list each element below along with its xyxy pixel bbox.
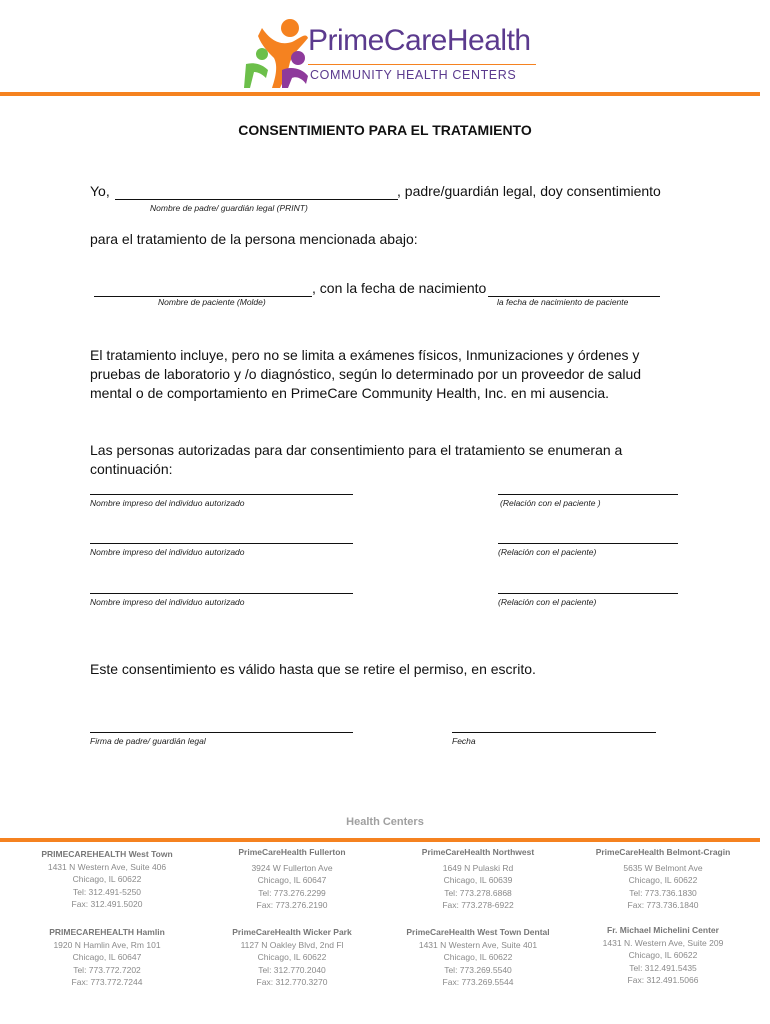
clinic-tel: Tel: 312.491.5435 [629,962,697,973]
clinic-name: PrimeCareHealth Belmont-Cragin [595,847,731,857]
clinic-northwest [393,846,563,912]
patient-name-field[interactable] [94,280,312,297]
date-caption: Fecha [452,736,476,746]
authorized-relation-field-2[interactable] [498,527,678,544]
clinic-name: PrimeCareHealth Wicker Park [232,927,352,937]
clinic-city: Chicago, IL 60647 [257,875,327,885]
clinic-city: Chicago, IL 60647 [72,952,142,962]
brand-divider [308,64,536,65]
clinic-address: 3924 W Fullerton Ave [251,862,333,873]
guardian-prefix: Yo, [90,183,110,199]
clinic-wicker-park [207,926,377,989]
clinic-city: Chicago, IL 60622 [628,875,698,885]
clinic-city: Chicago, IL 60622 [72,874,142,884]
brand-name: PrimeCareHealth [308,24,531,57]
clinic-name: PrimeCareHealth Northwest [421,847,535,857]
clinic-fax: Fax: 312.491.5066 [627,975,699,985]
intro-line: para el tratamiento de la persona mencionada abajo: [90,231,418,247]
clinic-name: PRIMECAREHEALTH Hamlin [49,927,165,937]
clinic-name: Fr. Michael Michelini Center [607,925,719,935]
authorized-name-caption-1: Nombre impreso del individuo autorizado [90,498,245,508]
clinic-address: 1431 N. Western Ave, Suite 209 [602,937,724,948]
clinic-name: PrimeCareHealth West Town Dental [406,927,550,937]
authorized-relation-caption-1: (Relación con el paciente ) [500,498,601,508]
clinic-fax: Fax: 312.491.5020 [71,899,143,909]
clinic-fax: Fax: 773.276.2190 [256,900,328,910]
clinic-tel: Tel: 312.491-5250 [72,886,142,897]
guardian-name-caption: Nombre de padre/ guardián legal (PRINT) [150,203,308,213]
authorized-intro: Las personas autorizadas para dar consentimiento para el tratamiento se enumeran a continuación: [90,442,623,477]
patient-dob-field[interactable] [488,280,660,297]
signature-field[interactable] [90,716,353,733]
clinic-fax: Fax: 773.772.7244 [71,977,143,987]
clinic-fullerton [207,846,377,912]
authorized-name-field-3[interactable] [90,577,353,594]
clinic-fax: Fax: 773.269.5544 [442,977,514,987]
clinic-tel: Tel: 773.772.7202 [73,964,141,975]
header-divider [0,92,760,96]
clinic-hamlin [22,926,192,989]
clinic-address: 5635 W Belmont Ave [623,862,703,873]
clinic-tel: Tel: 773.278.6868 [444,887,512,898]
clinic-west-town-dental [393,926,563,989]
clinic-address: 1920 N Hamlin Ave, Rm 101 [53,939,161,950]
authorized-name-field-1[interactable] [90,478,353,495]
clinic-fax: Fax: 312.770.3270 [256,977,328,987]
brand-logo [240,18,540,90]
clinic-city: Chicago, IL 60639 [443,875,513,885]
signature-caption: Firma de padre/ guardián legal [90,736,206,746]
authorized-relation-caption-3: (Relación con el paciente) [498,597,597,607]
authorized-relation-field-1[interactable] [498,478,678,495]
validity-statement: Este consentimiento es válido hasta que se retire el permiso, en escrito. [90,661,536,677]
patient-name-caption: Nombre de paciente (Molde) [158,297,266,307]
clinic-tel: Tel: 773.276.2299 [258,887,326,898]
clinic-west-town [22,848,192,911]
footer-divider [0,838,760,842]
clinic-tel: Tel: 773.736.1830 [629,887,697,898]
patient-dob-caption: la fecha de nacimiento de paciente [497,297,629,307]
authorized-name-caption-3: Nombre impreso del individuo autorizado [90,597,245,607]
clinic-tel: Tel: 773.269.5540 [444,964,512,975]
clinic-belmont-cragin [578,846,748,912]
authorized-name-caption-2: Nombre impreso del individuo autorizado [90,547,245,557]
brand-subtitle: COMMUNITY HEALTH CENTERS [310,68,517,82]
clinic-fax: Fax: 773.278-6922 [442,900,514,910]
guardian-name-field[interactable] [115,182,398,200]
clinic-address: 1127 N Oakley Blvd, 2nd Fl [240,939,344,950]
clinic-address: 1431 N Western Ave, Suite 406 [47,861,167,872]
authorized-relation-field-3[interactable] [498,577,678,594]
clinic-michelini-center [578,924,748,987]
page-title: CONSENTIMIENTO PARA EL TRATAMIENTO [238,122,532,138]
clinic-city: Chicago, IL 60622 [257,952,327,962]
clinic-fax: Fax: 773.736.1840 [627,900,699,910]
date-field[interactable] [452,716,656,733]
clinic-name: PRIMECAREHEALTH West Town [41,849,173,859]
people-logo-icon [240,18,310,90]
clinic-city: Chicago, IL 60622 [628,950,698,960]
authorized-relation-caption-2: (Relación con el paciente) [498,547,597,557]
clinic-city: Chicago, IL 60622 [443,952,513,962]
clinic-address: 1431 N Western Ave, Suite 401 [418,939,538,950]
authorized-name-field-2[interactable] [90,527,353,544]
treatment-paragraph: El tratamiento incluye, pero no se limita a exámenes físicos, Inmunizaciones y órdenes y pruebas de laboratorio y /o diagnóstico, según lo determinado por un proveedor de salud mental o de comportamiento en PrimeCare Community Health, Inc. en mi ausencia. [90,347,642,401]
clinic-tel: Tel: 312.770.2040 [258,964,326,975]
clinic-address: 1649 N Pulaski Rd [442,862,514,873]
guardian-suffix: , padre/guardián legal, doy consentimiento [397,183,661,199]
clinic-name: PrimeCareHealth Fullerton [238,847,346,857]
dob-label: , con la fecha de nacimiento [312,280,487,296]
footer-title: Health Centers [346,816,424,828]
